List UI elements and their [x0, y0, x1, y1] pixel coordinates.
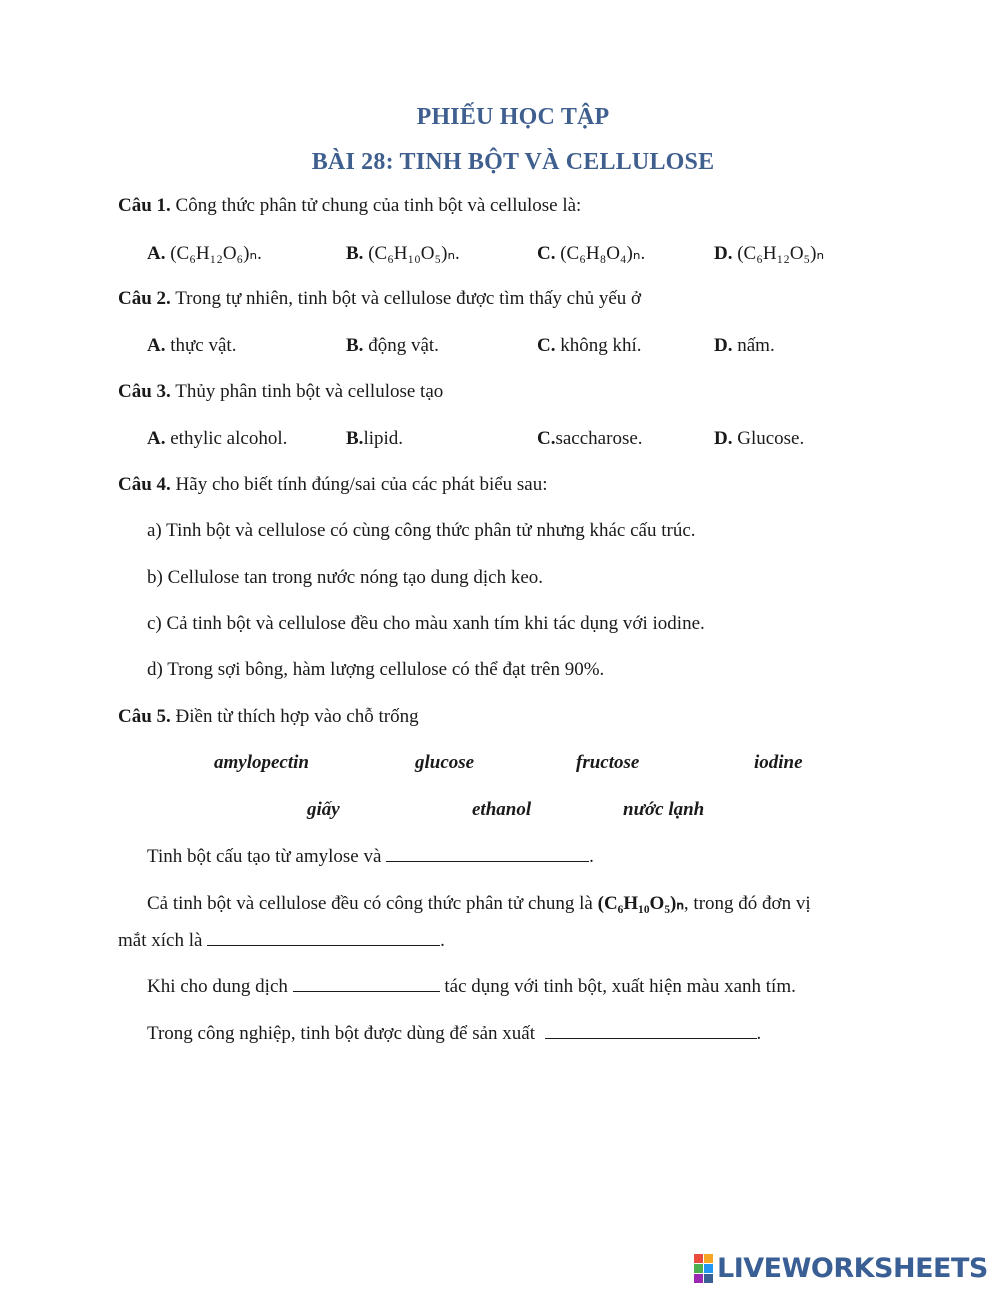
q2-option-c[interactable] [537, 335, 642, 357]
question-text: Hãy cho biết tính đúng/sai của các phát biểu sau: [175, 474, 548, 495]
option-text: nấm. [737, 335, 775, 356]
q4-statement-b[interactable]: b) Cellulose tan trong nước nóng tạo dung dịch keo. [147, 567, 544, 588]
q4-statement-a[interactable]: a) Tinh bột và cellulose có cùng công thức phân tử nhưng khác cấu trúc. [147, 520, 696, 541]
option-letter: B. [346, 243, 364, 264]
liveworksheets-logo [694, 1253, 988, 1283]
fill-sentence-3 [147, 975, 796, 998]
sentence-end: . [589, 846, 594, 867]
option-letter: C. [537, 243, 556, 264]
question-label: Câu 3. [118, 381, 171, 402]
sentence-text: Khi cho dung dịch [147, 976, 288, 997]
word-bank-item[interactable]: iodine [754, 752, 803, 773]
option-text: không khí. [560, 335, 642, 356]
word-bank-item[interactable]: ethanol [472, 799, 532, 820]
fill-sentence-1 [147, 845, 594, 868]
option-text: ethylic alcohol. [170, 428, 288, 449]
worksheet-title: PHIẾU HỌC TẬP [416, 104, 610, 130]
q4-statement-d[interactable]: d) Trong sợi bông, hàm lượng cellulose có thể đạt trên 90%. [147, 659, 605, 680]
question-1 [118, 195, 581, 217]
q1-option-c[interactable] [537, 242, 645, 265]
option-letter: A. [147, 335, 166, 356]
word-bank-item[interactable]: glucose [415, 752, 475, 773]
q3-option-b[interactable] [346, 428, 403, 450]
word-bank-item[interactable]: fructose [576, 752, 640, 773]
question-5 [118, 706, 419, 728]
sentence-end: . [440, 930, 445, 951]
option-text: saccharose. [555, 428, 643, 449]
question-3 [118, 381, 443, 403]
answer-blank[interactable] [207, 929, 440, 946]
q2-option-d[interactable] [714, 335, 775, 357]
sentence-text: tác dụng với tinh bột, xuất hiện màu xanh tím. [444, 976, 796, 997]
sentence-text: Trong công nghiệp, tinh bột được dùng để sản xuất [147, 1023, 535, 1044]
fill-sentence-2-continued [118, 929, 445, 952]
q3-option-a[interactable] [147, 428, 287, 450]
word-bank-item[interactable]: nước lạnh [623, 799, 705, 820]
question-4 [118, 474, 548, 496]
option-letter: C. [537, 335, 556, 356]
option-text: (C₆H₈O₄)ₙ. [560, 243, 646, 264]
option-text: thực vật. [170, 335, 237, 356]
question-label: Câu 5. [118, 706, 171, 727]
option-letter: B. [346, 335, 364, 356]
q3-option-d[interactable] [714, 428, 804, 450]
option-text: (C₆H₁₂O₅)ₙ [737, 243, 825, 264]
lesson-title: BÀI 28: TINH BỘT VÀ CELLULOSE [311, 149, 715, 175]
logo-icon [694, 1254, 713, 1283]
question-2 [118, 288, 641, 310]
q3-option-c[interactable] [537, 428, 643, 450]
option-text: (C₆H₁₂O₆)ₙ. [170, 243, 262, 264]
q2-option-a[interactable] [147, 335, 236, 357]
option-letter: B. [346, 428, 364, 449]
question-text: Thủy phân tinh bột và cellulose tạo [175, 381, 444, 402]
q1-option-a[interactable] [147, 242, 262, 265]
sentence-end: . [756, 1023, 762, 1044]
option-text: lipid. [363, 428, 404, 449]
word-bank-item[interactable]: giấy [307, 799, 340, 820]
question-label: Câu 1. [118, 195, 171, 216]
option-letter: C. [537, 428, 556, 449]
option-letter: A. [147, 428, 166, 449]
q2-option-b[interactable] [346, 335, 439, 357]
sentence-text: mắt xích là [118, 930, 203, 951]
option-text: (C₆H₁₀O₅)ₙ. [368, 243, 460, 264]
sentence-text: Cả tinh bột và cellulose đều có công thức phân tử chung là [147, 893, 593, 914]
question-text: Trong tự nhiên, tinh bột và cellulose được tìm thấy chủ yếu ở [175, 288, 642, 309]
answer-blank[interactable] [386, 845, 589, 862]
option-letter: A. [147, 243, 166, 264]
option-letter: D. [714, 428, 733, 449]
answer-blank[interactable] [545, 1022, 757, 1039]
formula: (C₆H₁₀O₅)ₙ [597, 893, 684, 914]
question-label: Câu 4. [118, 474, 171, 495]
logo-text: LIVEWORKSHEETS [717, 1252, 988, 1284]
answer-blank[interactable] [293, 975, 440, 992]
fill-sentence-4 [147, 1022, 761, 1045]
word-bank-item[interactable]: amylopectin [214, 752, 309, 773]
question-label: Câu 2. [118, 288, 171, 309]
option-letter: D. [714, 335, 733, 356]
question-text: Điền từ thích hợp vào chỗ trống [175, 706, 419, 727]
option-letter: D. [714, 243, 733, 264]
question-text: Công thức phân tử chung của tinh bột và cellulose là: [175, 195, 582, 216]
q1-option-d[interactable] [714, 242, 824, 265]
sentence-text: , trong đó đơn vị [683, 893, 811, 914]
sentence-text: Tinh bột cấu tạo từ amylose và [147, 846, 382, 867]
fill-sentence-2 [147, 892, 811, 915]
q4-statement-c[interactable]: c) Cả tinh bột và cellulose đều cho màu xanh tím khi tác dụng với iodine. [147, 613, 705, 634]
q1-option-b[interactable] [346, 242, 460, 265]
option-text: động vật. [368, 335, 439, 356]
option-text: Glucose. [737, 428, 805, 449]
